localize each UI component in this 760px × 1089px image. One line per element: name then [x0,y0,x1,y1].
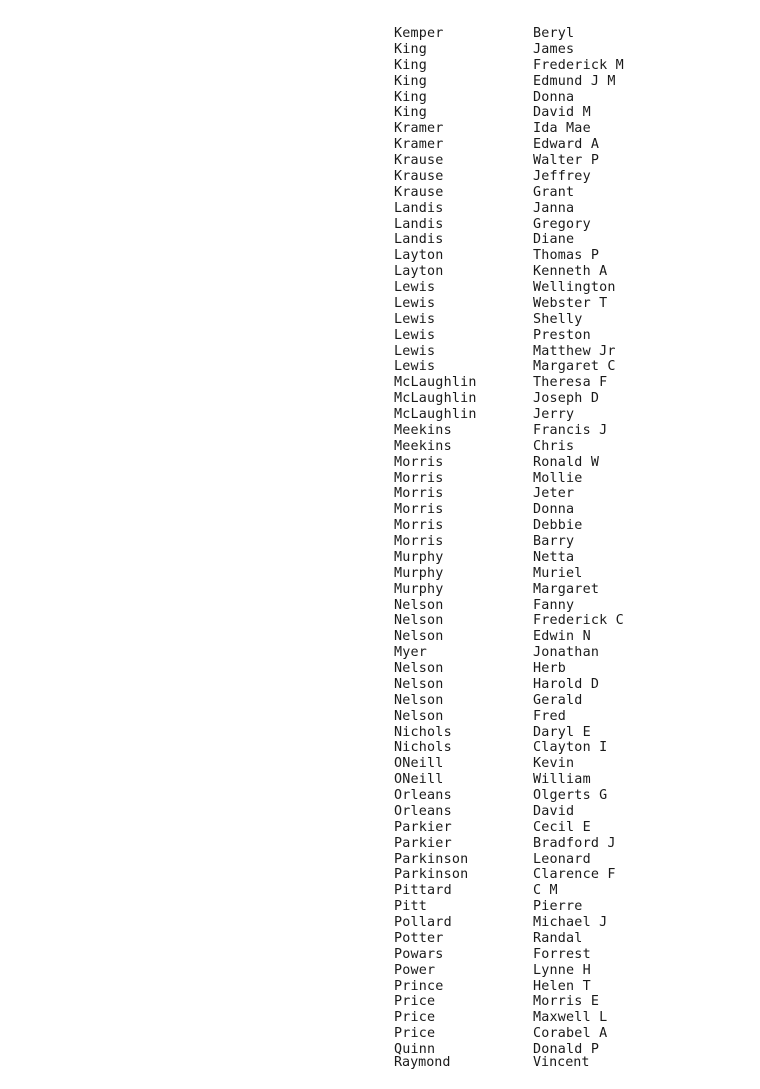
list-item [394,740,624,756]
list-item [394,963,624,979]
list-item [394,312,624,328]
last-name: Murphy [394,581,444,597]
first-name: Barry [533,534,575,549]
list-item [394,42,624,58]
first-name: Webster T [533,295,608,311]
first-name: William [533,772,591,788]
list-item [394,629,624,645]
last-name: Price [394,1010,436,1026]
last-name: Quinn [394,1042,436,1057]
first-name: Edmund J M [533,73,616,89]
first-name: Frederick C [533,613,624,629]
last-name: Landis [394,200,444,216]
last-name: Krause [394,184,444,200]
list-item [394,582,624,598]
last-name: Kramer [394,121,444,137]
last-name: Layton [394,264,444,280]
first-name: Donna [533,89,575,105]
last-name: Kramer [394,137,444,153]
list-item [394,359,624,375]
last-name: Lewis [394,280,436,295]
list-item [394,232,624,248]
list-item [394,1026,624,1042]
list-item [394,804,624,820]
list-item [394,217,624,233]
first-name: Forrest [533,946,591,962]
list-item [394,613,624,629]
last-name: Orleans [394,803,452,819]
first-name: Daryl E [533,724,591,740]
list-item [394,518,624,534]
list-item [394,105,624,121]
last-name: Price [394,1026,436,1042]
list-item [394,756,624,772]
list-item [394,26,624,42]
last-name: Nelson [394,613,444,629]
list-item [394,915,624,931]
last-name: ONeill [394,756,444,772]
first-name: Donna [533,502,575,518]
first-name: Kevin [533,756,575,772]
first-name: Ronald W [533,454,600,470]
last-name: Landis [394,232,444,248]
first-name: David [533,803,575,819]
last-name: King [394,105,428,121]
first-name: Michael J [533,915,608,930]
list-item [394,439,624,455]
last-name: McLaughlin [394,375,477,391]
last-name: Layton [394,248,444,264]
last-name: Myer [394,645,428,661]
list-item [394,947,624,963]
list-item [394,550,624,566]
last-name: Meekins [394,438,452,454]
list-item [394,867,624,883]
first-name: Leonard [533,851,591,867]
last-name: Lewis [394,311,436,327]
first-name: Jeffrey [533,168,591,184]
list-item [394,407,624,423]
list-item [394,788,624,804]
first-name: David M [533,105,591,121]
list-item [394,836,624,852]
last-name: Nichols [394,724,452,740]
first-name: Jonathan [533,645,600,661]
first-name: Margaret C [533,359,616,375]
list-item [394,486,624,502]
first-name: Vincent [533,1055,590,1070]
list-item [394,169,624,185]
last-name: Morris [394,534,444,549]
name-list [394,26,624,1058]
list-item [394,185,624,201]
last-name: Nelson [394,661,444,676]
last-name: Krause [394,168,444,184]
list-item [394,852,624,868]
first-name: Frederick M [533,57,624,73]
last-name: Nelson [394,676,444,692]
last-name: King [394,73,428,89]
first-name: Jeter [533,486,575,502]
list-item [394,328,624,344]
last-name: Nelson [394,708,444,724]
list-item [394,725,624,741]
last-name: Morris [394,502,444,518]
first-name: Shelly [533,311,583,327]
first-name: Maxwell L [533,1010,608,1026]
first-name: Clarence F [533,867,616,883]
last-name: Morris [394,486,444,502]
first-name: Ida Mae [533,121,591,137]
first-name: Morris E [533,994,600,1010]
last-name: Landis [394,216,444,232]
last-name: Kemper [394,26,444,41]
first-name: James [533,41,575,57]
first-name: Bradford J [533,835,616,851]
first-name: Edward A [533,137,600,153]
first-name: Lynne H [533,962,591,978]
list-item [394,248,624,264]
list-item [394,534,624,550]
first-name: Wellington [533,280,616,295]
list-item [394,820,624,836]
last-name: Nelson [394,692,444,708]
first-name: Grant [533,184,575,200]
list-item [394,455,624,471]
last-name: Nichols [394,740,452,756]
list-item [394,375,624,391]
list-item [394,709,624,725]
last-name: Powars [394,946,444,962]
first-name: Jerry [533,407,575,422]
last-name: Meekins [394,422,452,438]
list-item [394,566,624,582]
last-name: Murphy [394,565,444,581]
list-item [394,471,624,487]
first-name: Corabel A [533,1026,608,1042]
first-name: Olgerts G [533,788,608,803]
list-item [394,201,624,217]
list-item [394,693,624,709]
last-name: Raymond [394,1055,451,1070]
last-name: Orleans [394,788,452,803]
first-name: Herb [533,661,567,676]
last-name: Lewis [394,359,436,375]
last-name: King [394,89,428,105]
first-name: Gerald [533,692,583,708]
last-name: Parkinson [394,867,469,883]
first-name: Diane [533,232,575,248]
last-name: Krause [394,153,444,168]
first-name: Randal [533,930,583,946]
first-name: Margaret [533,581,600,597]
last-name: Price [394,994,436,1010]
first-name: Kenneth A [533,264,608,280]
last-name: Morris [394,470,444,486]
list-item [394,280,624,296]
first-name: Donald P [533,1042,600,1057]
first-name: Cecil E [533,819,591,835]
last-name: Nelson [394,629,444,645]
first-name: Preston [533,327,591,343]
last-name: King [394,57,428,73]
first-name: Walter P [533,153,600,168]
last-name: Potter [394,930,444,946]
first-name: Edwin N [533,629,591,645]
list-item [394,137,624,153]
last-name: Power [394,962,436,978]
list-item [394,74,624,90]
first-name: Muriel [533,565,583,581]
first-name: Chris [533,438,575,454]
last-name: Parkier [394,835,452,851]
last-name: Parkier [394,819,452,835]
first-name: Fanny [533,597,575,613]
first-name: Beryl [533,26,575,41]
first-name: Thomas P [533,248,600,264]
list-item [394,121,624,137]
list-item [394,296,624,312]
list-item [394,661,624,677]
first-name: Francis J [533,422,608,438]
last-name: Pitt [394,899,428,915]
last-name: Morris [394,518,444,534]
last-name: Morris [394,454,444,470]
list-item [394,883,624,899]
list-item [394,58,624,74]
list-item [394,264,624,280]
last-name: Lewis [394,327,436,343]
first-name: Gregory [533,216,591,232]
list-item [394,502,624,518]
list-item [394,931,624,947]
last-name: King [394,41,428,57]
first-name: Netta [533,549,575,565]
first-name: Fred [533,708,567,724]
first-name: Debbie [533,518,583,534]
list-item [394,899,624,915]
last-name: ONeill [394,772,444,788]
last-name: Pollard [394,915,452,930]
list-item [394,598,624,614]
last-name: McLaughlin [394,391,477,407]
list-item [394,423,624,439]
list-item [394,772,624,788]
list-item [394,391,624,407]
last-name: Lewis [394,295,436,311]
last-name: Parkinson [394,851,469,867]
cutoff-list-item [394,1055,590,1070]
list-item [394,994,624,1010]
list-item [394,645,624,661]
list-item [394,344,624,360]
first-name: Joseph D [533,391,600,407]
first-name: Matthew Jr [533,343,616,359]
first-name: Harold D [533,676,600,692]
first-name: Pierre [533,899,583,915]
first-name: Mollie [533,470,583,486]
list-item [394,979,624,995]
last-name: Lewis [394,343,436,359]
first-name: Clayton I [533,740,608,756]
list-item [394,677,624,693]
last-name: Prince [394,978,444,994]
list-item [394,90,624,106]
list-item [394,1010,624,1026]
first-name: Janna [533,200,575,216]
list-item [394,153,624,169]
last-name: Nelson [394,597,444,613]
last-name: Pittard [394,883,452,899]
first-name: C M [533,883,558,899]
last-name: McLaughlin [394,407,477,422]
last-name: Murphy [394,549,444,565]
first-name: Theresa F [533,375,608,391]
first-name: Helen T [533,978,591,994]
